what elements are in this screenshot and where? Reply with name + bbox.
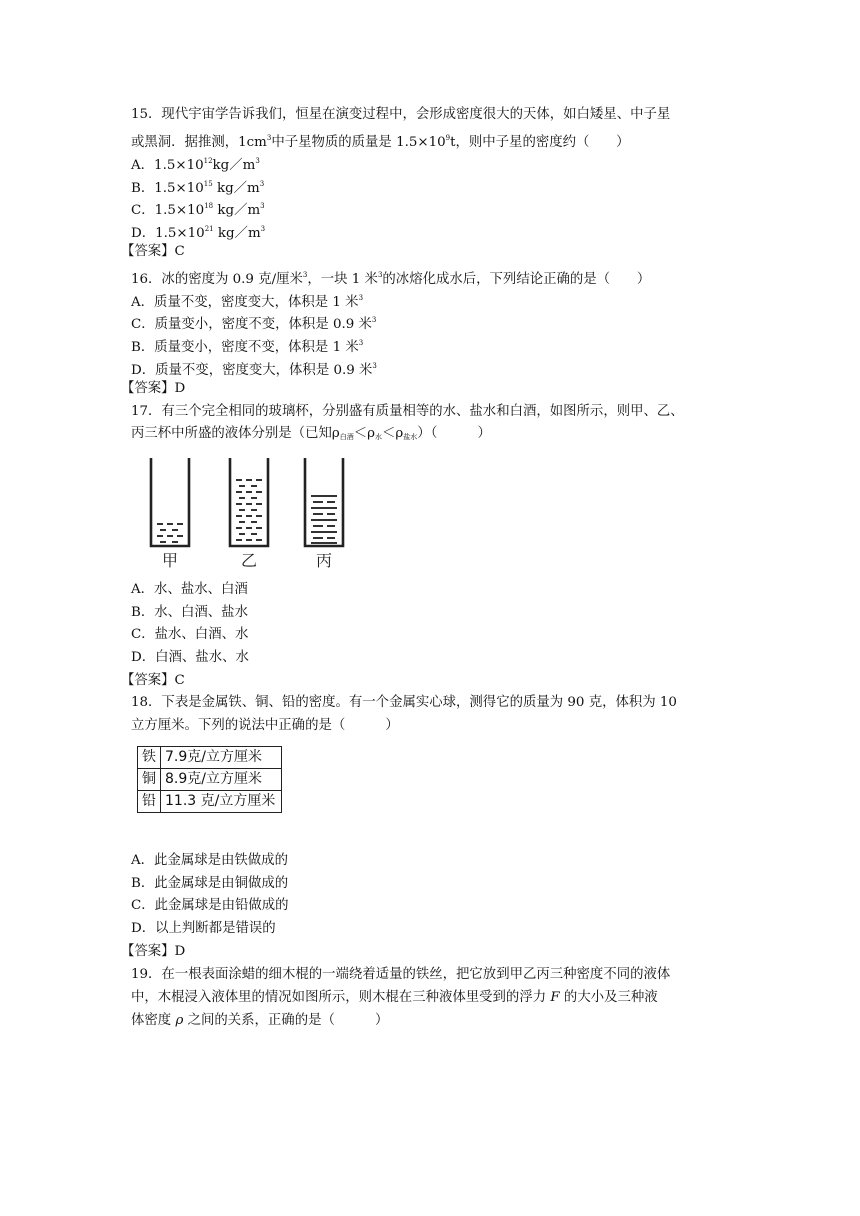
q18-stem-line2: 立方厘米。下列的说法中正确的是（ ） [131, 718, 399, 733]
q15-option-c: C．$1.5\times 10^{18}$ $kg/m^3$ [131, 202, 265, 218]
density-table [137, 746, 282, 813]
table-row [138, 769, 282, 791]
metal-cell: 铅 [138, 791, 161, 813]
glass-bing [305, 458, 343, 546]
q16-option-2: C．质量变小，密度不变，体积是 0.9 米$^3$ [131, 316, 377, 332]
q15-answer: 【答案】C [121, 244, 185, 259]
q18-answer: 【答案】D [121, 944, 186, 959]
q16-answer: 【答案】D [121, 381, 186, 396]
q16-option-4: D．质量不变，密度变大，体积是 0.9 米$^3$ [131, 362, 377, 378]
density-cell: 11.3 克/立方厘米 [161, 791, 282, 813]
q18-stem-line1: 18．下表是金属铁、铜、铅的密度。有一个金属实心球，测得它的质量为 90 克，体积为 10 [131, 695, 677, 710]
table-row [138, 747, 282, 769]
q15-stem-line1: 15．现代宇宙学告诉我们，恒星在演变过程中，会形成密度很大的天体，如白矮星、中子星 [131, 107, 671, 122]
glass-jia [151, 458, 189, 546]
q19-stem-line2: 中，木棍浸入液体里的情况如图所示，则木棍在三种液体里受到的浮力 F 的大小及三种液 [131, 990, 658, 1005]
density-cell: 8.9克/立方厘米 [161, 769, 282, 791]
q18-option-d: D．以上判断都是错误的 [131, 921, 276, 936]
q15-option-a: A．$1.5\times 10^{12}kg/m^3$ [131, 157, 260, 173]
q16-option-3: B．质量变小，密度不变，体积是 1 米$^3$ [131, 339, 364, 355]
q18-option-c: C．此金属球是由铅做成的 [131, 898, 289, 913]
q18-option-a: A．此金属球是由铁做成的 [131, 853, 288, 868]
metal-cell: 铁 [138, 747, 161, 769]
q16-option-1: A．质量不变，密度变大，体积是 1 米$^3$ [131, 294, 364, 310]
q18-option-b: B．此金属球是由铜做成的 [131, 876, 289, 891]
q17-stem-line1: 17．有三个完全相同的玻璃杯，分别盛有质量相等的水、盐水和白酒，如图所示，则甲、乙、 [131, 404, 684, 419]
metal-cell: 铜 [138, 769, 161, 791]
glass-yi [230, 458, 268, 546]
q17-option-c: C．盐水、白酒、水 [131, 627, 249, 642]
q15-stem-line2: 或黑洞．据推测，$1cm^3$中子星物质的质量是 $1.5\times 10^9t$，则中子星的密度约（ ） [131, 134, 630, 150]
glass-label-yi: 乙 [240, 551, 258, 570]
table-row [138, 791, 282, 813]
q19-stem-line1: 19．在一根表面涂蜡的细木棍的一端绕着适量的铁丝，把它放到甲乙丙三种密度不同的液体 [131, 967, 671, 982]
q15-option-b: B．$1.5\times 10^{15}$ $kg/m^3$ [131, 180, 265, 196]
q17-answer: 【答案】C [121, 673, 185, 688]
q15-option-d: D．$1.5\times 10^{21}$ $kg/m^3$ [131, 225, 266, 241]
density-cell: 7.9克/立方厘米 [161, 747, 282, 769]
three-glasses-figure [133, 450, 357, 570]
force-symbol: F [550, 990, 560, 1005]
q17-option-d: D．白酒、盐水、水 [131, 650, 249, 665]
q17-stem-line2: 丙三杯中所盛的液体分别是（已知$\rho_{白酒}<\rho_水<\rho_{盐水}$）（ ） [131, 426, 491, 441]
q17-option-b: B．水、白酒、盐水 [131, 605, 248, 620]
q19-stem-line3: 体密度 ρ 之间的关系，正确的是（ ） [131, 1013, 389, 1028]
density-symbol: ρ [175, 1013, 184, 1028]
glass-label-bing: 丙 [315, 551, 333, 570]
q17-option-a: A．水、盐水、白酒 [131, 582, 248, 597]
q16-stem: 16．冰的密度为 0.9 克/厘米$^3$，一块 1 米$^3$的冰熔化成水后，下列结论正确的是（ ） [131, 271, 651, 287]
glass-label-jia: 甲 [161, 551, 179, 570]
